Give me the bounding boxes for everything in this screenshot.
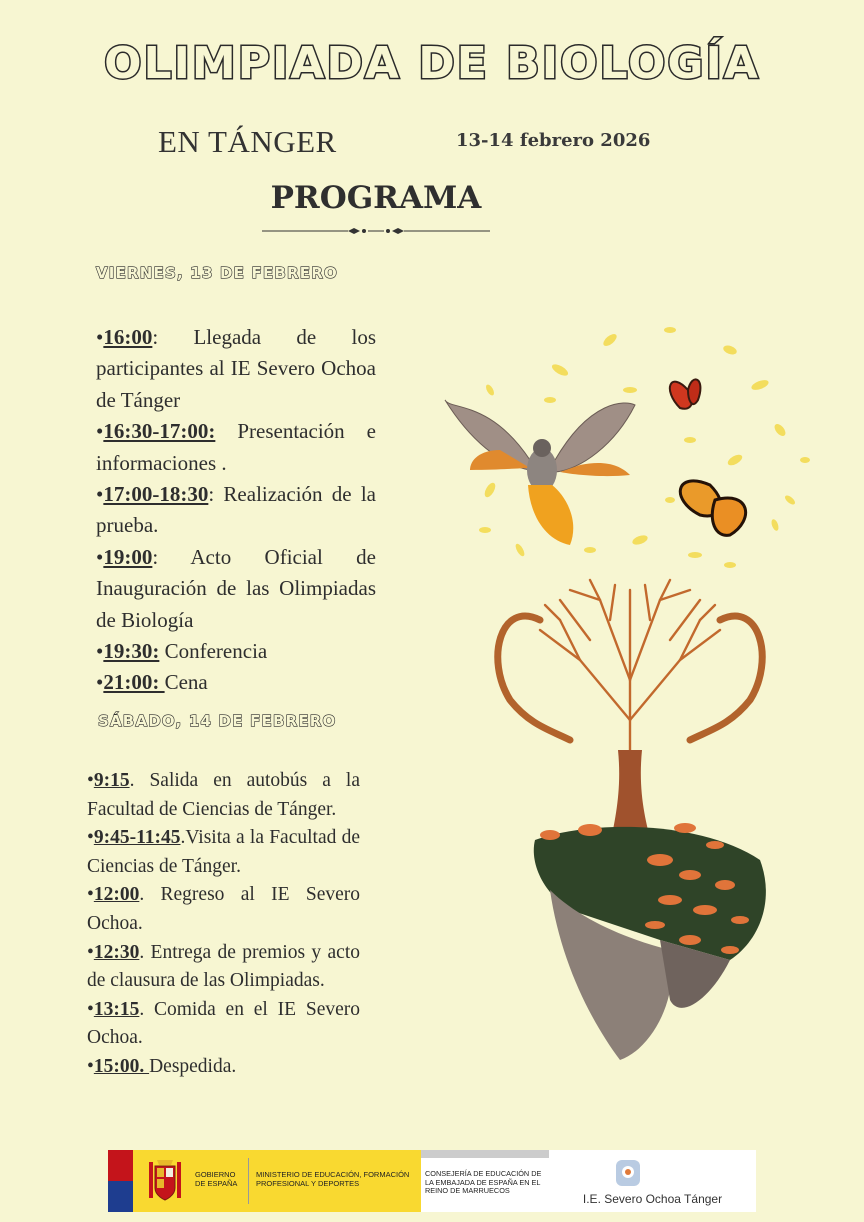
schedule-item: •9:45-11:45.Visita a la Facultad de Ciencias de Tánger.: [87, 827, 360, 877]
friday-schedule: [96, 322, 376, 699]
school-emblem-icon: [612, 1158, 644, 1188]
day-heading-saturday: SÁBADO, 14 DE FEBRERO: [98, 712, 337, 730]
schedule-item: •9:15. Salida en autobús a la Facultad de Ciencias de Tánger.: [87, 770, 360, 820]
trophy-tree-illustration: [430, 300, 830, 1070]
butterfly-monarch: [680, 481, 745, 535]
schedule-item: •17:00-18:30: Realización de la prueba.: [96, 482, 376, 538]
school-logo: [549, 1150, 756, 1212]
schedule-item: •15:00. Despedida.: [87, 1055, 237, 1077]
petals: [479, 327, 810, 568]
poster-title: OLIMPIADA DE BIOLOGÍA: [104, 38, 760, 89]
program-heading: PROGRAMA: [270, 180, 482, 216]
event-dates: 13-14 febrero 2026: [456, 130, 651, 151]
butterfly-red: [670, 379, 701, 408]
schedule-item: •13:15. Comida en el IE Severo Ochoa.: [87, 998, 360, 1049]
footer-separator: [248, 1158, 249, 1204]
location-subtitle: EN TÁNGER: [158, 124, 337, 159]
footer-logos: [108, 1150, 756, 1212]
spain-eu-flag: [108, 1150, 133, 1212]
schedule-item: •19:30: Conferencia: [96, 639, 268, 664]
schedule-item: •21:00: Cena: [96, 670, 208, 695]
consejeria-bar: [421, 1150, 549, 1158]
schedule-item: •16:00: Llegada de los participantes al IE Severo Ochoa de Tánger: [96, 325, 376, 412]
schedule-item: •19:00: Acto Oficial de Inauguración de las Olimpiadas de Biología: [96, 544, 376, 632]
day-heading-friday: VIERNES, 13 DE FEBRERO: [96, 264, 338, 282]
schedule-item: •12:30. Entrega de premios y acto de clausura de las Olimpiadas.: [87, 941, 360, 992]
schedule-item: •12:00. Regreso al IE Severo Ochoa.: [87, 884, 360, 934]
gobierno-label: GOBIERNO DE ESPAÑA: [195, 1170, 238, 1188]
school-name: I.E. Severo Ochoa Tánger: [582, 1192, 723, 1206]
coat-of-arms-icon: [145, 1156, 185, 1206]
ornamental-divider: [262, 224, 490, 238]
bird-figure: [445, 400, 635, 545]
consejeria-label: CONSEJERÍA DE EDUCACIÓN DE LA EMBAJADA DE ESPAÑA EN EL REINO DE MARRUECOS: [425, 1169, 542, 1196]
consejeria-logo: [421, 1150, 549, 1212]
schedule-item: •16:30-17:00: Presentación e informaciones .: [96, 419, 376, 475]
government-logo: [108, 1150, 421, 1212]
saturday-schedule: [87, 767, 360, 1082]
ministerio-label: MINISTERIO DE EDUCACIÓN, FORMACIÓN PROFESIONAL Y DEPORTES: [256, 1170, 410, 1188]
